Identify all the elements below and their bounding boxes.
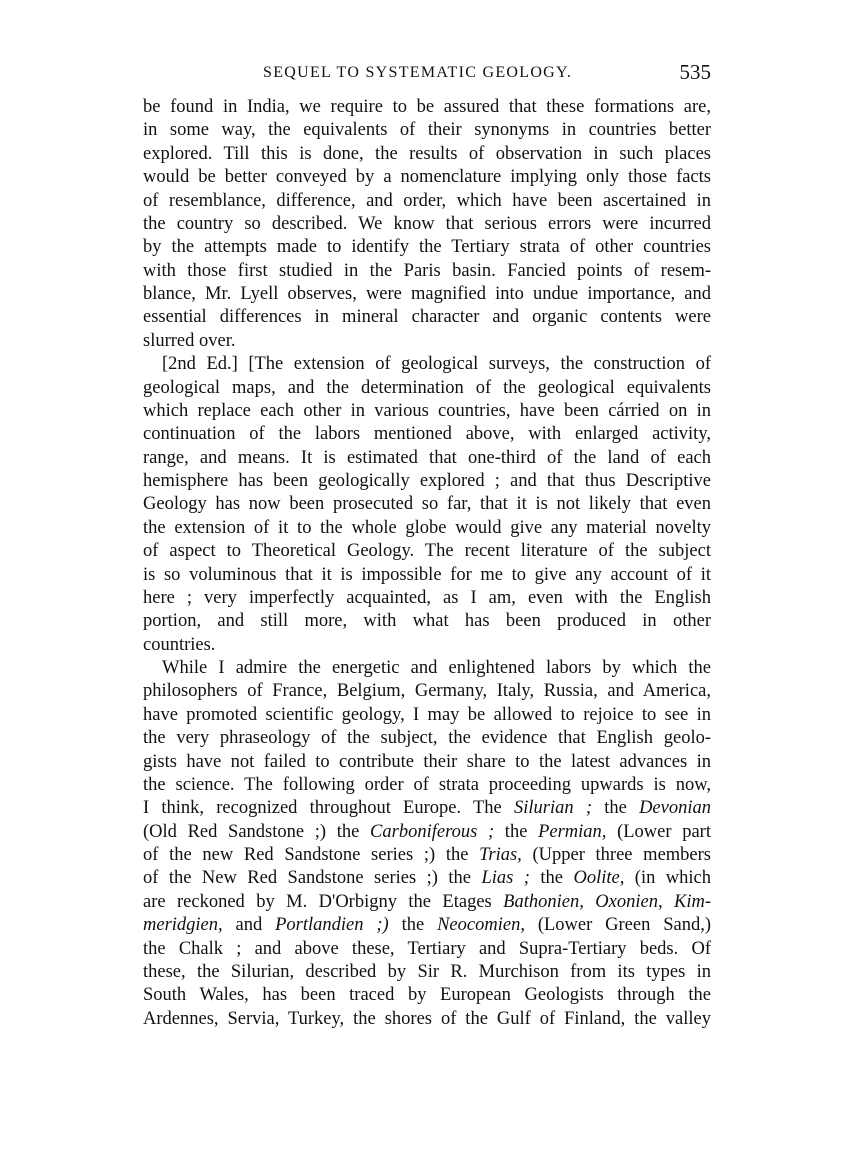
- text-line: of resemblance, difference, and order, which have been ascertained in: [143, 190, 711, 211]
- text-line: the extension of it to the whole globe would give any material novelty: [143, 517, 711, 538]
- text-line: continuation of the labors mentioned above, with enlarged activity,: [143, 424, 711, 445]
- text-line: meridgien, and Portlandien ;) the Neocomien, (Lower Green Sand,): [143, 915, 712, 936]
- text-line: I think, recognized throughout Europe. The Silurian ; the Devonian: [143, 798, 711, 819]
- text-line: Geology has now been prosecuted so far, that it is not likely that even: [143, 494, 711, 515]
- text-line: would be better conveyed by a nomenclature implying only those facts: [143, 167, 711, 188]
- text-line: (Old Red Sandstone ;) the Carboniferous ; the Permian, (Lower part: [143, 821, 711, 842]
- text-line: Ardennes, Servia, Turkey, the shores of the Gulf of Finland, the valley: [143, 1008, 711, 1029]
- text-line: [2nd Ed.] [The extension of geological surveys, the construction of: [162, 354, 711, 375]
- text-line: slurred over.: [143, 330, 236, 351]
- text-line: have promoted scientific geology, I may be allowed to rejoice to see in: [143, 704, 711, 725]
- text-line: of the New Red Sandstone series ;) the Lias ; the Oolite, (in which: [143, 868, 711, 889]
- text-line: explored. Till this is done, the results of observation in such places: [143, 143, 711, 164]
- text-line: in some way, the equivalents of their synonyms in countries better: [143, 120, 711, 141]
- text-line: the country so described. We know that serious errors were incurred: [143, 213, 711, 234]
- text-line: the science. The following order of strata proceeding upwards is now,: [143, 774, 711, 795]
- text-line: South Wales, has been traced by European Geologists through the: [143, 985, 711, 1006]
- body-text: [143, 96, 711, 1031]
- text-line: the very phraseology of the subject, the evidence that English geolo-: [143, 728, 711, 749]
- text-line: is so voluminous that it is impossible for me to give any account of it: [143, 564, 711, 585]
- text-line: philosophers of France, Belgium, Germany, Italy, Russia, and America,: [143, 681, 711, 702]
- text-line: with those first studied in the Paris basin. Fancied points of resem-: [143, 260, 711, 281]
- text-line: portion, and still more, with what has been produced in other: [143, 611, 711, 632]
- page-header: [143, 62, 711, 86]
- text-line: here ; very imperfectly acquainted, as I am, even with the English: [143, 587, 711, 608]
- running-title: SEQUEL TO SYSTEMATIC GEOLOGY.: [263, 64, 573, 81]
- text-line: countries.: [143, 634, 216, 655]
- text-line: hemisphere has been geologically explored ; and that thus Descriptive: [143, 471, 711, 491]
- text-line: While I admire the energetic and enlightened labors by which the: [162, 658, 711, 678]
- text-line: by the attempts made to identify the Tertiary strata of other countries: [143, 237, 711, 258]
- text-line: be found in India, we require to be assured that these formations are,: [143, 97, 711, 117]
- text-line: are reckoned by M. D'Orbigny the Etages Bathonien, Oxonien, Kim-: [143, 891, 711, 912]
- text-line: range, and means. It is estimated that one-third of the land of each: [143, 447, 711, 468]
- text-line: gists have not failed to contribute their share to the latest advances in: [143, 751, 711, 772]
- text-line: of aspect to Theoretical Geology. The recent literature of the subject: [143, 541, 711, 562]
- page-number: 535: [679, 60, 711, 84]
- text-line: blance, Mr. Lyell observes, were magnified into undue importance, and: [143, 284, 711, 304]
- text-line: which replace each other in various countries, have been cárried on in: [143, 400, 711, 421]
- text-line: of the new Red Sandstone series ;) the Trias, (Upper three members: [143, 845, 711, 865]
- text-line: the Chalk ; and above these, Tertiary and Supra-Tertiary beds. Of: [143, 938, 711, 959]
- text-line: essential differences in mineral character and organic contents were: [143, 307, 711, 328]
- text-line: these, the Silurian, described by Sir R. Murchison from its types in: [143, 961, 711, 982]
- text-line: geological maps, and the determination of the geological equivalents: [143, 377, 711, 398]
